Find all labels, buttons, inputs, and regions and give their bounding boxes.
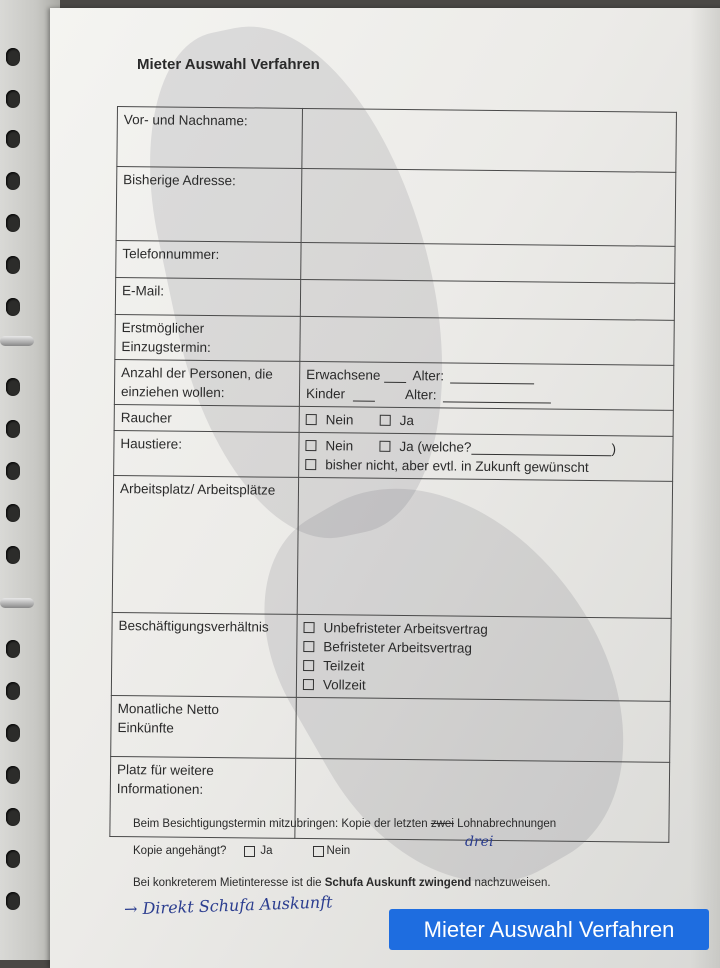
permanent-contract-checkbox[interactable]	[303, 622, 314, 633]
children-count-blank[interactable]	[353, 387, 375, 401]
smoker-no-label: Nein	[325, 412, 354, 428]
email-label: E-Mail:	[115, 277, 300, 316]
name-label: Vor- und Nachname:	[117, 107, 303, 169]
schufa-note-bold: Schufa Auskunft zwingend	[324, 877, 472, 889]
copy-no-label: Nein	[326, 845, 351, 857]
pets-future-label: bisher nicht, aber evtl. in Zukunft gewünscht	[325, 457, 589, 475]
info-label-line2: Informationen:	[116, 781, 204, 797]
persons-label-line2: einziehen wollen:	[120, 384, 225, 401]
info-label-line1: Platz für weitere	[116, 762, 214, 779]
children-age-blank[interactable]	[442, 388, 550, 403]
punch-hole	[6, 504, 20, 522]
move-in-label	[115, 314, 300, 361]
pets-options	[299, 432, 673, 481]
pets-no-label: Nein	[325, 438, 354, 454]
punch-hole	[6, 420, 20, 438]
employment-options	[296, 614, 671, 701]
documents-note	[133, 818, 556, 830]
move-in-label-line2: Einzugstermin:	[121, 339, 211, 355]
smoker-yes-label: Ja	[399, 412, 415, 429]
workplace-field[interactable]	[297, 477, 672, 618]
adults-count-blank[interactable]	[384, 368, 406, 382]
pets-which-blank[interactable]	[471, 440, 611, 455]
punch-hole	[6, 546, 20, 564]
smoker-yes-checkbox[interactable]	[380, 415, 391, 426]
caption-banner: Mieter Auswahl Verfahren	[389, 909, 709, 950]
punch-hole	[6, 298, 20, 316]
punch-hole	[6, 850, 20, 868]
workplace-label: Arbeitsplatz/ Arbeitsplätze	[112, 475, 298, 614]
handwritten-note: → Direkt Schufa Auskunft	[123, 892, 333, 919]
income-label-line1: Monatliche Netto	[117, 701, 220, 718]
documents-note-suffix: Lohnabrechnungen	[453, 818, 557, 830]
persons-label	[114, 359, 299, 406]
handwritten-correction: drei	[465, 834, 494, 850]
application-form-table	[109, 106, 677, 843]
full-time-checkbox[interactable]	[303, 679, 314, 690]
pets-no-checkbox[interactable]	[305, 440, 316, 451]
punch-hole	[6, 682, 20, 700]
copy-no-checkbox[interactable]	[313, 846, 324, 857]
children-label: Kinder	[305, 385, 346, 402]
move-in-field[interactable]	[300, 316, 674, 365]
phone-label: Telefonnummer:	[116, 240, 301, 279]
copy-attached-label: Kopie angehängt?	[133, 845, 227, 857]
fixed-term-contract-label: Befristeter Arbeitsvertrag	[323, 639, 472, 656]
sleeve-edge	[690, 8, 720, 968]
punch-hole	[6, 172, 20, 190]
persons-label-line1: Anzahl der Personen, die	[121, 365, 273, 382]
fixed-term-contract-checkbox[interactable]	[303, 641, 314, 652]
permanent-contract-label: Unbefristeter Arbeitsvertrag	[323, 620, 488, 637]
employment-label: Beschäftigungsverhältnis	[111, 612, 297, 697]
part-time-label: Teilzeit	[323, 658, 365, 674]
pets-yes-checkbox[interactable]	[379, 441, 390, 452]
binder-ring	[0, 598, 34, 608]
smoker-no-checkbox[interactable]	[306, 414, 317, 425]
part-time-checkbox[interactable]	[303, 660, 314, 671]
punch-hole	[6, 214, 20, 232]
punch-hole	[6, 130, 20, 148]
punch-hole	[6, 724, 20, 742]
income-label	[111, 695, 297, 758]
pets-future-checkbox[interactable]	[305, 459, 316, 470]
punch-hole	[6, 48, 20, 66]
name-field[interactable]	[302, 108, 677, 172]
schufa-note-prefix: Bei konkreterem Mietinteresse ist die	[133, 877, 325, 889]
punch-hole	[6, 462, 20, 480]
email-field[interactable]	[300, 279, 674, 320]
copy-attached-row	[133, 845, 350, 857]
schufa-note-suffix: nachzuweisen.	[471, 877, 551, 889]
full-time-label: Vollzeit	[322, 677, 366, 693]
children-age-label: Alter:	[404, 387, 437, 403]
address-label: Bisherige Adresse:	[116, 167, 302, 243]
persons-field	[299, 361, 673, 410]
pets-label: Haustiere:	[114, 430, 299, 477]
documents-note-prefix: Beim Besichtigungstermin mitzubringen: Kopie der letzten	[133, 818, 431, 830]
copy-yes-checkbox[interactable]	[244, 846, 255, 857]
smoker-label: Raucher	[114, 404, 299, 432]
punch-hole	[6, 892, 20, 910]
form-title: Mieter Auswahl Verfahren	[137, 56, 320, 73]
documents-note-struck: zwei	[430, 818, 454, 830]
schufa-note	[133, 877, 551, 889]
punch-hole	[6, 808, 20, 826]
income-field[interactable]	[296, 697, 671, 762]
punch-hole	[6, 256, 20, 274]
punch-hole	[6, 90, 20, 108]
pets-yes-label: Ja (welche?	[399, 438, 472, 455]
move-in-label-line1: Erstmöglicher	[121, 320, 205, 336]
copy-yes-label: Ja	[260, 845, 273, 857]
adults-label: Erwachsene	[306, 366, 381, 383]
adults-age-blank[interactable]	[450, 369, 534, 384]
adults-age-label: Alter:	[412, 368, 445, 384]
smoker-options	[299, 406, 673, 436]
pets-close-paren: )	[611, 441, 617, 457]
income-label-line2: Einkünfte	[117, 720, 174, 736]
address-field[interactable]	[301, 168, 676, 246]
punch-hole	[6, 640, 20, 658]
punch-hole	[6, 378, 20, 396]
phone-field[interactable]	[301, 242, 675, 283]
binder-ring	[0, 336, 34, 346]
punch-hole	[6, 766, 20, 784]
